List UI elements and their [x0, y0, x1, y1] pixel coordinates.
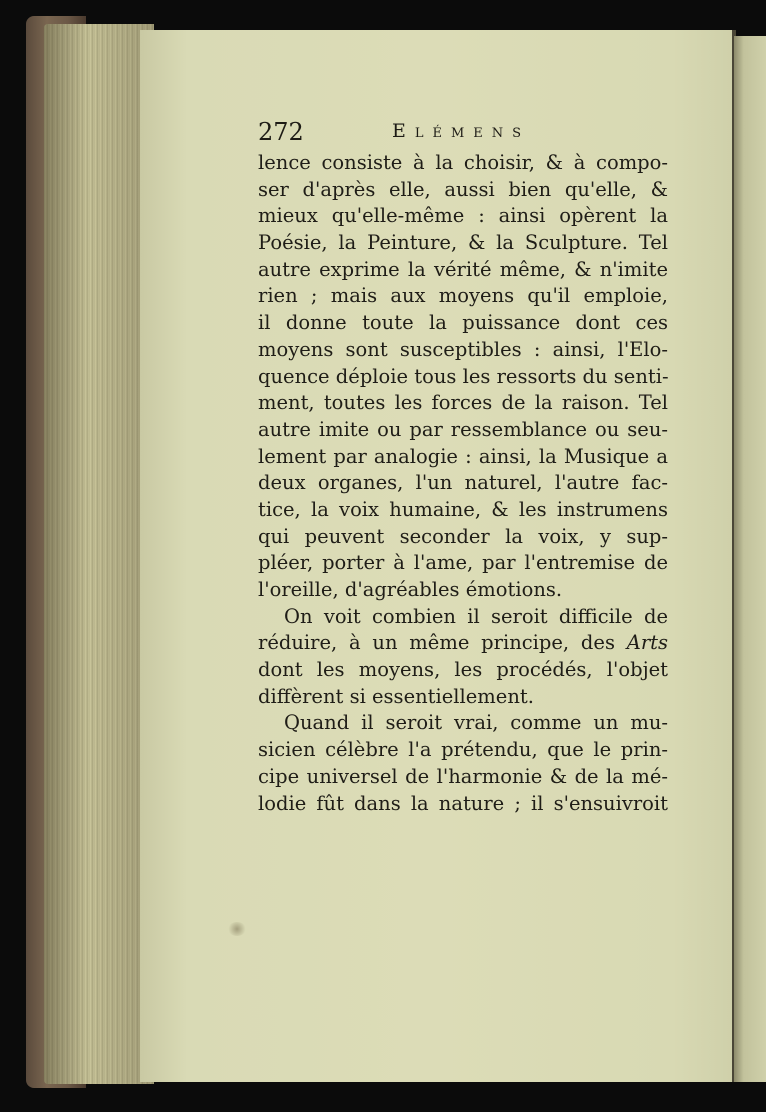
page-edges-shadow — [44, 24, 154, 1084]
paper-stain — [228, 922, 246, 936]
text-line: autre exprime la vérité même, & n'imite — [258, 257, 668, 281]
text-line: Poésie, la Peinture, & la Sculpture. Tel — [258, 231, 668, 255]
text-line: Quand il seroit vrai, comme un mu- — [284, 711, 668, 735]
text-line: réduire, à un même principe, des Arts — [258, 631, 668, 655]
page-text — [258, 150, 668, 817]
text-line: rien ; mais aux moyens qu'il emploie, — [258, 284, 668, 308]
text-line: On voit combien il seroit difficile de — [284, 604, 668, 628]
text-line: quence déploie tous les ressorts du senti- — [258, 364, 669, 388]
text-line: qui peuvent seconder la voix, y sup- — [258, 524, 668, 548]
text-line: il donne toute la puissance dont ces — [258, 311, 668, 335]
facing-page-sliver — [734, 36, 766, 1082]
text-line: lence consiste à la choisir, & à compo- — [258, 151, 668, 174]
text-line: autre imite ou par ressemblance ou seu- — [258, 417, 668, 441]
text-line: moyens sont susceptibles : ainsi, l'Elo- — [258, 337, 668, 361]
page-number: 272 — [258, 118, 304, 146]
text-line: deux organes, l'un naturel, l'autre fac- — [258, 471, 668, 495]
text-line: dont les moyens, les procédés, l'objet — [258, 658, 668, 682]
text-line: sicien célèbre l'a prétendu, que le prin- — [258, 738, 668, 762]
text-line: diffèrent si essentiellement. — [258, 684, 534, 708]
text-line: tice, la voix humaine, & les instrumens — [258, 497, 668, 521]
text-line: mieux qu'elle-même : ainsi opèrent la — [258, 204, 668, 228]
text-line: lement par analogie : ainsi, la Musique a — [258, 444, 668, 468]
page-header — [258, 118, 598, 148]
text-line: lodie fût dans la nature ; il s'ensuivroit — [258, 791, 668, 815]
text-line: l'oreille, d'agréables émotions. — [258, 578, 563, 601]
running-title: Elémens — [392, 120, 531, 142]
text-line: pléer, porter à l'ame, par l'entremise de — [258, 551, 668, 575]
text-line: ser d'après elle, aussi bien qu'elle, & — [258, 177, 668, 201]
text-line: cipe universel de l'harmonie & de la mé- — [258, 764, 668, 788]
text-line: ment, toutes les forces de la raison. Tel — [258, 391, 668, 415]
